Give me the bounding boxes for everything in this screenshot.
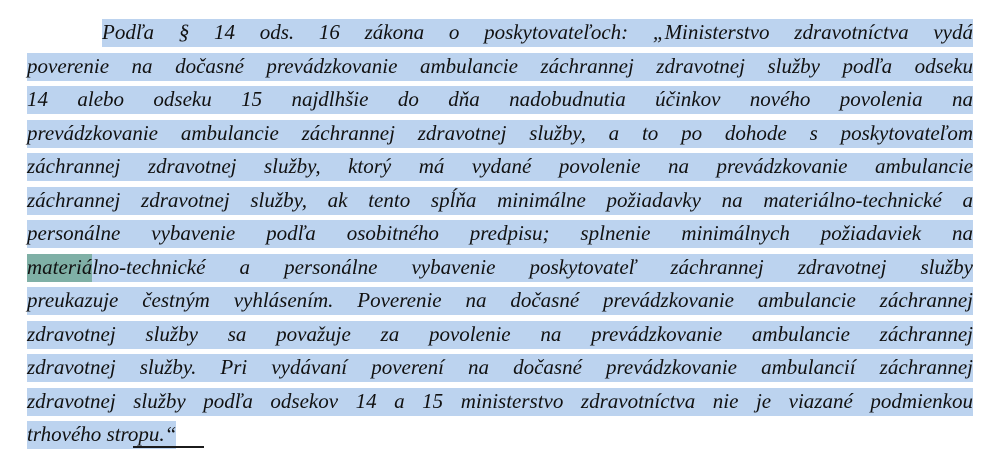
text-line-9-content[interactable]: preukazuje čestným vyhlásením. Poverenie na dočasné prevádzkovanie ambulancie záchrannej	[27, 287, 973, 315]
text-line-2-content[interactable]: poverenie na dočasné prevádzkovanie ambulancie záchrannej zdravotnej služby podľa odseku	[27, 53, 973, 81]
text-line-4[interactable]	[27, 117, 973, 151]
text-line-2[interactable]	[27, 50, 973, 84]
text-line-5[interactable]	[27, 150, 973, 184]
text-line-1-content[interactable]: Podľa § 14 ods. 16 zákona o poskytovateľoch: „Ministerstvo zdravotníctva vydá	[102, 19, 973, 47]
text-line-7[interactable]	[27, 217, 973, 251]
text-line-12[interactable]	[27, 385, 973, 419]
text-cursor-highlight[interactable]: materiá	[27, 254, 92, 282]
text-line-10-content[interactable]: zdravotnej služby sa považuje za povolenie na prevádzkovanie ambulancie záchrannej	[27, 321, 973, 349]
text-line-11[interactable]	[27, 351, 973, 385]
text-line-9[interactable]	[27, 284, 973, 318]
text-line-4-content[interactable]: prevádzkovanie ambulancie záchrannej zdravotnej služby, a to po dohode s poskytovateľom	[27, 120, 973, 148]
text-line-8-content[interactable]: lno-technické a personálne vybavenie poskytovateľ záchrannej zdravotnej služby	[92, 254, 973, 282]
text-line-12-content[interactable]: zdravotnej služby podľa odsekov 14 a 15 ministerstvo zdravotníctva nie je viazané podmienkou	[27, 388, 973, 416]
text-line-7-content[interactable]: personálne vybavenie podľa osobitného predpisu; splnenie minimálnych požiadaviek na	[27, 220, 973, 248]
quoted-paragraph[interactable]	[27, 16, 973, 452]
text-line-8[interactable]	[27, 251, 973, 285]
text-line-3[interactable]	[27, 83, 973, 117]
text-line-13-content[interactable]: trhového stropu.“	[27, 421, 176, 449]
text-line-11-content[interactable]: zdravotnej služby. Pri vydávaní poverení na dočasné prevádzkovanie ambulancií záchrannej	[27, 354, 973, 382]
text-line-1[interactable]	[27, 16, 973, 50]
text-line-3-content[interactable]: 14 alebo odseku 15 najdlhšie do dňa nadobudnutia účinkov nového povolenia na	[27, 86, 973, 114]
footnote-separator-rule	[133, 446, 204, 448]
text-line-10[interactable]	[27, 318, 973, 352]
text-line-5-content[interactable]: záchrannej zdravotnej služby, ktorý má vydané povolenie na prevádzkovanie ambulancie	[27, 153, 973, 181]
text-line-6[interactable]	[27, 184, 973, 218]
text-line-6-content[interactable]: záchrannej zdravotnej služby, ak tento spĺňa minimálne požiadavky na materiálno-technické a	[27, 187, 973, 215]
